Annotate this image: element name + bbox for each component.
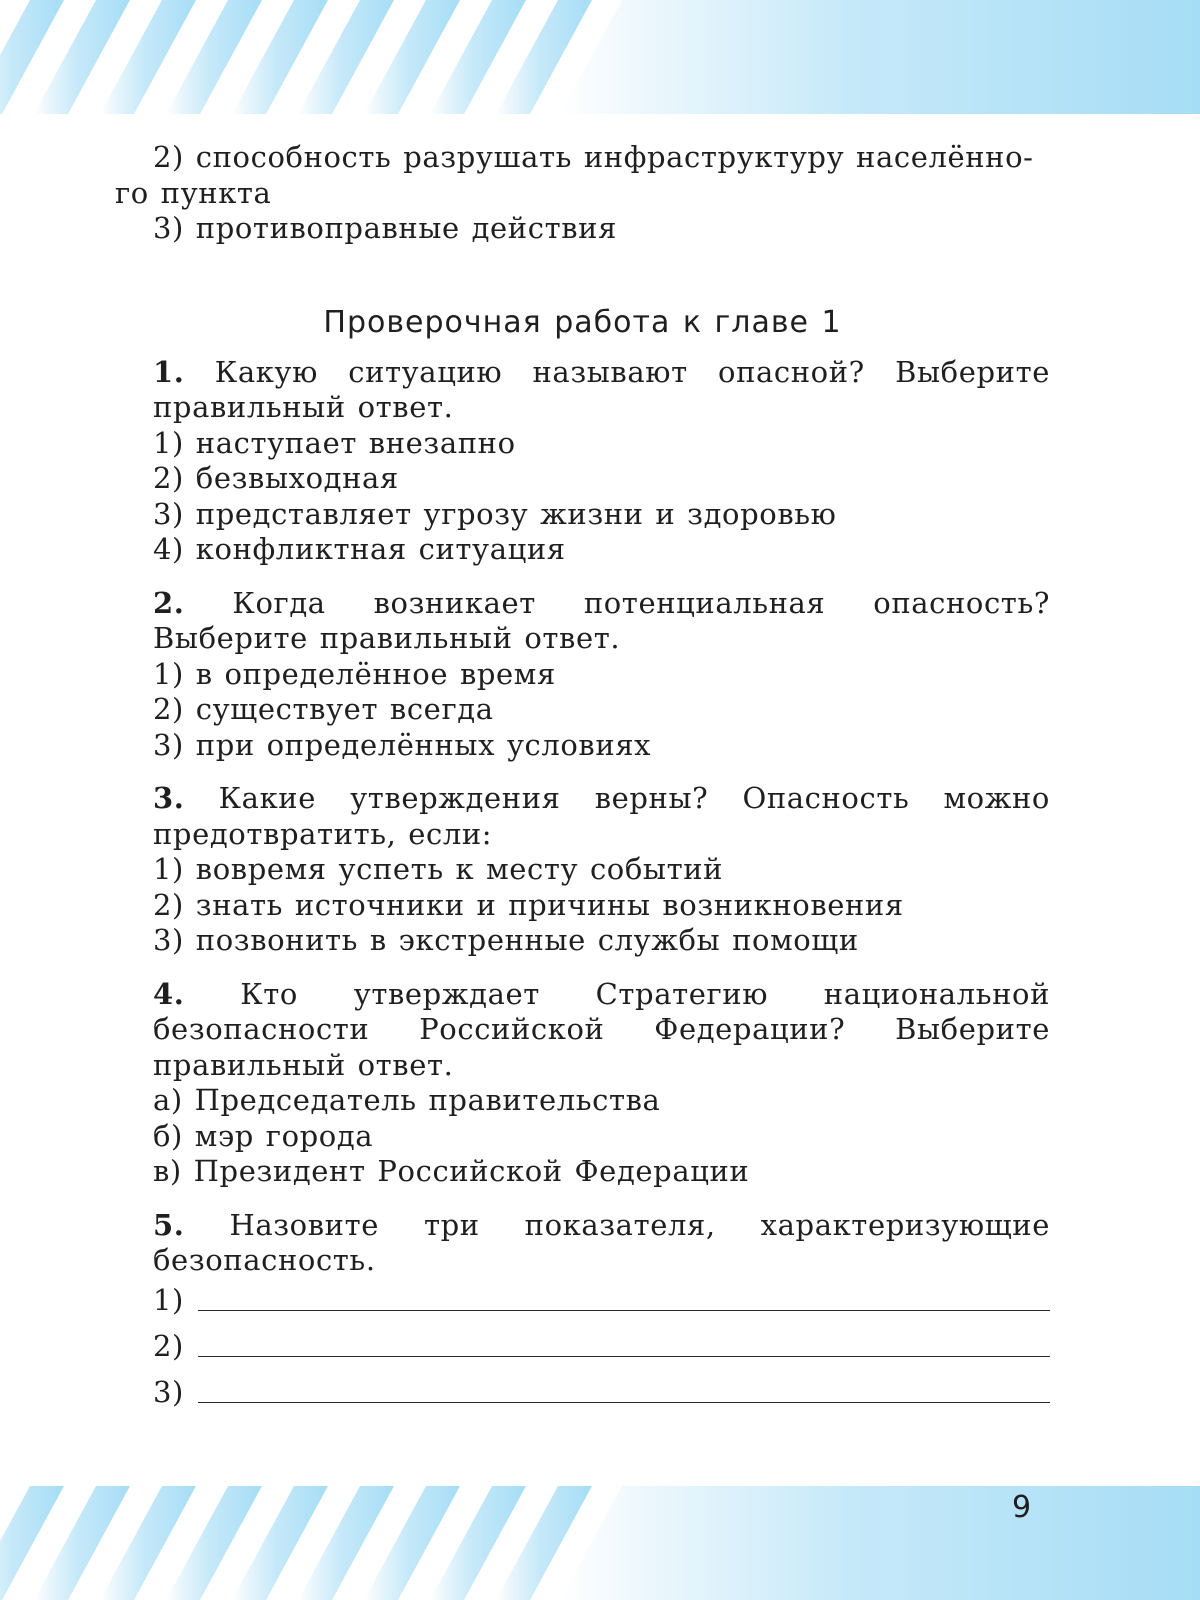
page-content	[115, 140, 1050, 1411]
question-4-body: Кто утверждает Стратегию национальной безопасности Российской Федерации? Выберите правильный ответ.	[153, 976, 1050, 1082]
question-1-number: 1.	[153, 354, 185, 389]
question-5-text	[115, 1208, 1050, 1279]
answer-line-2[interactable]	[198, 1355, 1050, 1357]
question-1-option-2: 2) безвыходная	[153, 461, 399, 495]
question-3-option-1: 1) вовремя успеть к месту событий	[153, 852, 724, 886]
question-2-number: 2.	[153, 585, 185, 620]
question-1-text	[115, 355, 1050, 426]
answer-blank-row-2	[115, 1319, 1050, 1365]
question-4-number: 4.	[153, 976, 185, 1011]
question-3-text	[115, 781, 1050, 852]
answer-blank-label-2: 2)	[153, 1329, 184, 1363]
question-4-text	[115, 977, 1050, 1084]
question-3-option-3: 3) позвонить в экстренные службы помощи	[153, 923, 859, 957]
stripe-pattern	[0, 0, 1200, 114]
question-1-body: Какую ситуацию называют опасной? Выберите правильный ответ.	[153, 354, 1050, 424]
answer-line-3[interactable]	[198, 1401, 1050, 1403]
question-2-body: Когда возникает потенциальная опасность? Выберите правильный ответ.	[153, 585, 1050, 655]
question-1-option-4: 4) конфликтная ситуация	[153, 532, 566, 566]
question-2-option-2: 2) существует всегда	[153, 692, 494, 726]
question-4-option-a: а) Председатель правительства	[153, 1083, 661, 1117]
answer-line-1[interactable]	[198, 1309, 1050, 1311]
question-1-option-1: 1) наступает внезапно	[153, 425, 516, 460]
answer-blank-label-1: 1)	[153, 1283, 184, 1317]
answer-blanks	[115, 1279, 1050, 1411]
question-5-body: Назовите три показателя, характеризующие безопасность.	[153, 1207, 1050, 1277]
answer-blank-row-3	[115, 1365, 1050, 1411]
question-3-option-2: 2) знать источники и причины возникновения	[153, 887, 904, 922]
top-decorative-band	[0, 0, 1200, 114]
carryover-item-3: 3) противоправные действия	[153, 211, 617, 245]
question-3-number: 3.	[153, 781, 185, 815]
page-number: 9	[1012, 1490, 1032, 1525]
question-3-body: Какие утверждения верны? Опасность можно предотвратить, если:	[153, 781, 1050, 851]
question-5-number: 5.	[153, 1207, 185, 1242]
carryover-item-2-line-2: го пункта	[115, 175, 272, 210]
question-4-option-c: в) Президент Российской Федерации	[153, 1154, 750, 1188]
question-1-option-3: 3) представляет угрозу жизни и здоровью	[153, 496, 837, 531]
answer-blank-row-1	[115, 1279, 1050, 1319]
section-title: Проверочная работа к главе 1	[323, 304, 842, 340]
question-2-text	[115, 586, 1050, 657]
question-2-option-3: 3) при определённых условиях	[153, 727, 652, 762]
answer-blank-label-3: 3)	[153, 1375, 184, 1409]
carryover-item-2-line-1: 2) способность разрушать инфраструктуру населённо-	[153, 140, 1034, 174]
question-2-option-1: 1) в определённое время	[153, 656, 556, 691]
question-4-option-b: б) мэр города	[153, 1118, 374, 1153]
